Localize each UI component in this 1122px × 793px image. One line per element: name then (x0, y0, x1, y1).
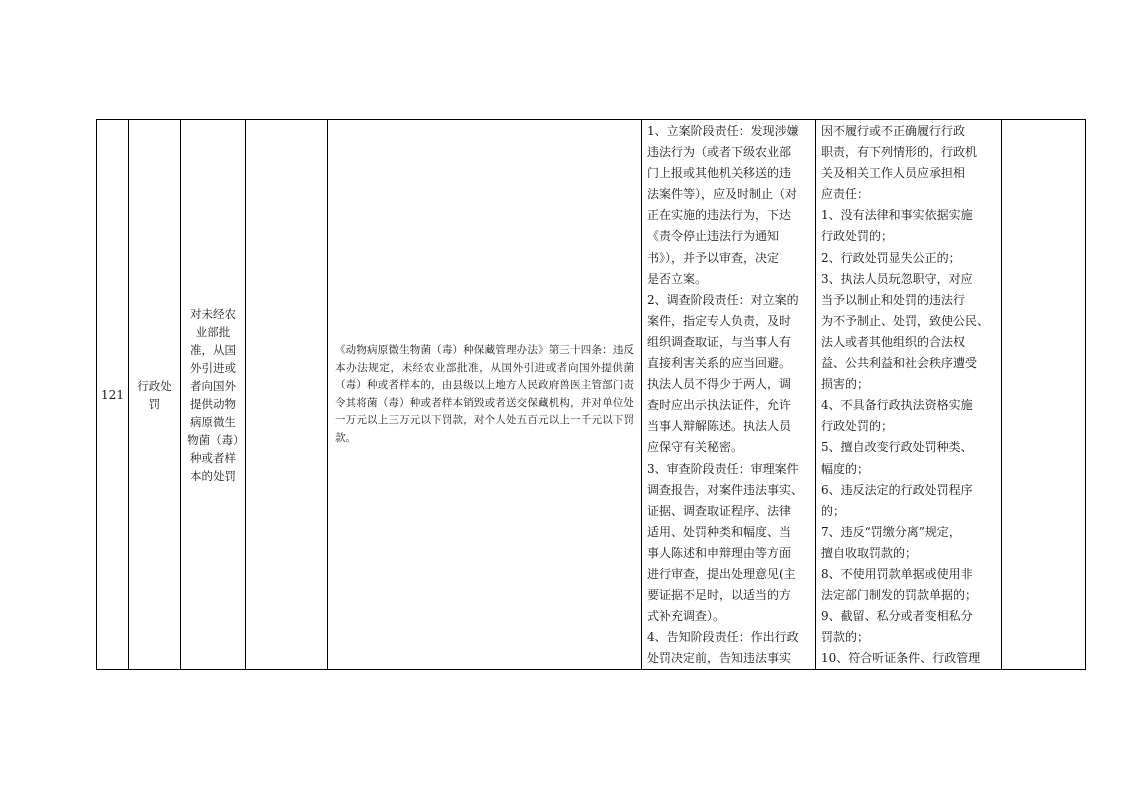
text-line: 9、截留、私分或者变相私分 (821, 609, 973, 624)
text-line: 关及相关工作人员应承担相 (821, 166, 966, 181)
text-line: 因不履行或不正确履行行政 (821, 124, 966, 138)
text-line: 调查报告，对案件违法事实、 (647, 482, 804, 497)
text-line: 4、告知阶段责任：作出行政 (647, 630, 799, 645)
text-line: 5、擅自改变行政处罚种类、 (821, 440, 973, 455)
text-line: 3、审查阶段责任：审理案件 (647, 461, 799, 476)
table-row (97, 120, 1086, 670)
text-line: 为不予制止、处罚，致使公民、 (821, 313, 990, 328)
text-line: 《责令停止违法行为通知 (647, 229, 780, 244)
text-line: 应责任： (821, 187, 870, 202)
text-line: 是否立案。 (647, 271, 708, 286)
text-line: 益、公共利益和社会秩序遭受 (821, 356, 978, 371)
text-line: 违法行为（或者下级农业部 (647, 145, 792, 160)
empty-cell (1002, 120, 1086, 670)
text-line: 的； (821, 503, 846, 518)
text-line: 当事人辩解陈述。执法人员 (647, 419, 792, 434)
text-line: 案件，指定专人负责，及时 (647, 313, 792, 328)
responsibility-table (96, 119, 1086, 670)
power-type: 行政处罚 (129, 120, 181, 670)
text-line: 门上报或其他机关移送的违 (647, 166, 792, 181)
text-line: 擅自收取罚款的； (821, 545, 918, 560)
text-line: 2、调查阶段责任：对立案的 (647, 292, 799, 307)
text-line: 书》），并予以审查，决定 (647, 250, 780, 265)
text-line: 职责，有下列情形的，行政机 (821, 145, 978, 160)
text-line: 进行审查，提出处理意见(主 (647, 566, 796, 581)
text-line: 执法人员不得少于两人，调 (647, 377, 792, 392)
text-line: 6、违反法定的行政处罚程序 (821, 482, 973, 497)
liability-cell (816, 120, 1002, 670)
text-line: 应保守有关秘密。 (647, 440, 744, 455)
text-line: 1、立案阶段责任：发现涉嫌 (647, 124, 799, 138)
text-line: 8、不使用罚款单据或使用非 (821, 566, 973, 581)
item-name: 对未经农业部批准，从国外引进或者向国外提供动物病原微生物菌（毒）种或者样本的处罚 (181, 120, 246, 670)
text-line: 幅度的； (821, 461, 870, 476)
text-line: 7、违反“罚缴分离”规定， (821, 524, 961, 539)
text-line: 组织调查取证，与当事人有 (647, 334, 792, 349)
text-line: 损害的； (821, 377, 870, 392)
text-line: 当予以制止和处罚的违法行 (821, 292, 966, 307)
text-line: 直接利害关系的应当回避。 (647, 356, 792, 371)
empty-cell (246, 120, 328, 670)
text-line: 要证据不足时，以适当的方 (647, 588, 792, 603)
text-line: 处罚决定前，告知违法事实 (647, 651, 792, 666)
text-line: 正在实施的违法行为，下达 (647, 208, 792, 223)
responsibility-cell (642, 120, 816, 670)
text-line: 证据、调查取证程序、法律 (647, 503, 792, 518)
text-line: 1、没有法律和事实依据实施 (821, 208, 973, 223)
text-line: 3、执法人员玩忽职守，对应 (821, 271, 973, 286)
responsibility-lines (647, 121, 811, 669)
text-line: 式补充调查）。 (647, 609, 726, 624)
text-line: 行政处罚的； (821, 229, 894, 244)
text-line: 10、符合听证条件、行政管理 (821, 651, 981, 666)
text-line: 适用、处罚种类和幅度、当 (647, 524, 792, 539)
text-line: 法人或者其他组织的合法权 (821, 334, 966, 349)
legal-basis: 《动物病原微生物菌（毒）种保藏管理办法》第三十四条：违反本办法规定，未经农业部批准，从国外引进或者向国外提供菌（毒）种或者样本的，由县级以上地方人民政府兽医主管部门责令其将菌（毒）种或者样本销毁或者送交保藏机构，并对单位处一万元以上三万元以下罚款，对个人处五百元以上一千元以下罚款。 (328, 120, 642, 670)
text-line: 事人陈述和申辩理由等方面 (647, 545, 792, 560)
text-line: 法案件等），应及时制止（对 (647, 187, 798, 202)
text-line: 罚款的； (821, 630, 870, 645)
row-number: 121 (97, 120, 129, 670)
liability-lines (821, 121, 997, 669)
text-line: 查时应出示执法证件，允许 (647, 398, 792, 413)
text-line: 法定部门制发的罚款单据的； (821, 588, 978, 603)
text-line: 4、不具备行政执法资格实施 (821, 398, 973, 413)
text-line: 行政处罚的； (821, 419, 894, 434)
text-line: 2、行政处罚显失公正的； (821, 250, 961, 265)
